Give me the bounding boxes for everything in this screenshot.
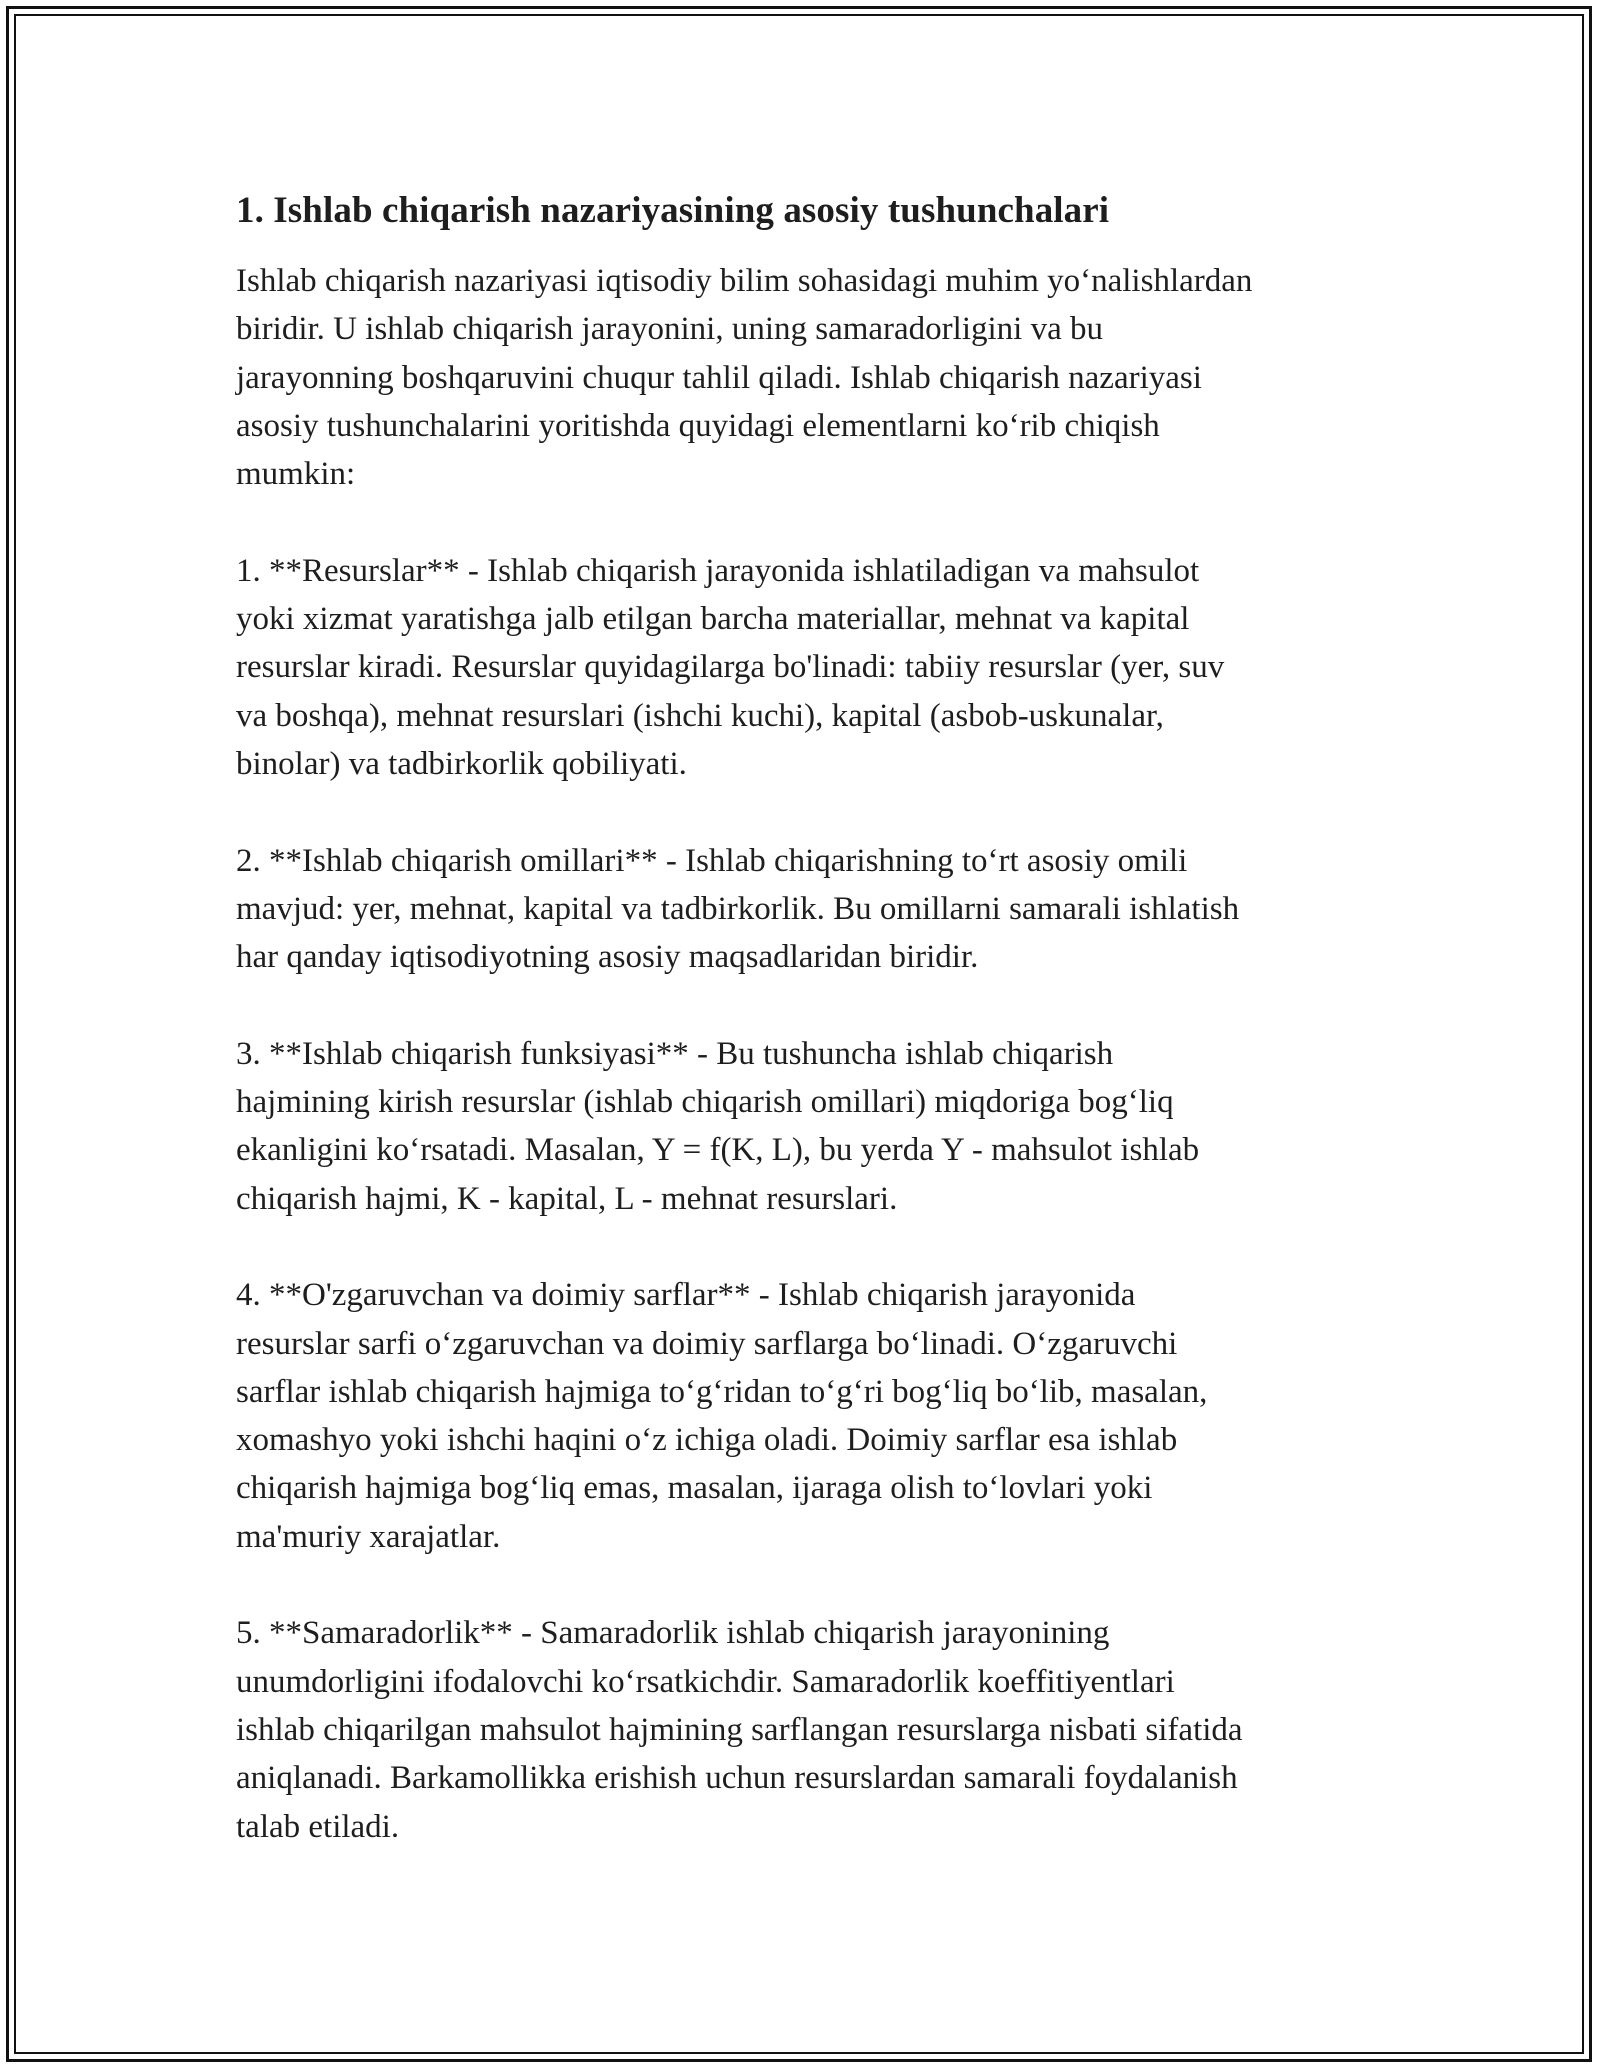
list-item-resources: 1. **Resurslar** - Ishlab chiqarish jarayonida ishlatiladigan va mahsulot yoki xizmat yaratishga jalb etilgan barcha materiallar, mehnat va kapital resurslar kiradi. Resurslar quyidagilarga bo'linadi: tabiiy resurslar (yer, suv va boshqa), mehnat resurslari (ishchi kuchi), kapital (asbob-uskunalar, binolar) va tadbirkorlik qobiliyati. [236, 552, 1225, 782]
document-body [236, 186, 1396, 1851]
list-item-variable-fixed-costs: 4. **O'zgaruvchan va doimiy sarflar** - Ishlab chiqarish jarayonida resurslar sarfi oʻzgaruvchan va doimiy sarflarga boʻlinadi. Oʻzgaruvchi sarflar ishlab chiqarish hajmiga toʻgʻridan toʻgʻri bogʻliq boʻlib, masalan, xomashyo yoki ishchi haqini oʻz ichiga oladi. Doimiy sarflar esa ishlab chiqarish hajmiga bogʻliq emas, masalan, ijaraga olish toʻlovlari yoki ma'muriy xarajatlar. [236, 1277, 1208, 1555]
list-item-efficiency: 5. **Samaradorlik** - Samaradorlik ishlab chiqarish jarayonining unumdorligini ifodalovchi koʻrsatkichdir. Samaradorlik koeffitiyentlari ishlab chiqarilgan mahsulot hajmining sarflangan resurslarga nisbati sifatida aniqlanadi. Barkamollikka erishish uchun resurslardan samarali foydalanish talab etiladi. [236, 1615, 1243, 1845]
list-item-production-factors: 2. **Ishlab chiqarish omillari** - Ishlab chiqarishning toʻrt asosiy omili mavjud: yer, mehnat, kapital va tadbirkorlik. Bu omillarni samarali ishlatish har qanday iqtisodiyotning asosiy maqsadlaridan biridir. [236, 842, 1240, 976]
list-item-production-function: 3. **Ishlab chiqarish funksiyasi** - Bu tushuncha ishlab chiqarish hajmining kirish resurslar (ishlab chiqarish omillari) miqdoriga bogʻliq ekanligini koʻrsatadi. Masalan, Y = f(K, L), bu yerda Y - mahsulot ishlab chiqarish hajmi, K - kapital, L - mehnat resurslari. [236, 1035, 1200, 1217]
section-heading: 1. Ishlab chiqarish nazariyasining asosiy tushunchalari [236, 190, 1110, 231]
intro-paragraph: Ishlab chiqarish nazariyasi iqtisodiy bilim sohasidagi muhim yoʻnalishlardan biridir. U ishlab chiqarish jarayonini, uning samaradorligini va bu jarayonning boshqaruvini chuqur tahlil qiladi. Ishlab chiqarish nazariyasi asosiy tushunchalarini yoritishda quyidagi elementlarni koʻrib chiqish mumkin: [236, 263, 1253, 493]
